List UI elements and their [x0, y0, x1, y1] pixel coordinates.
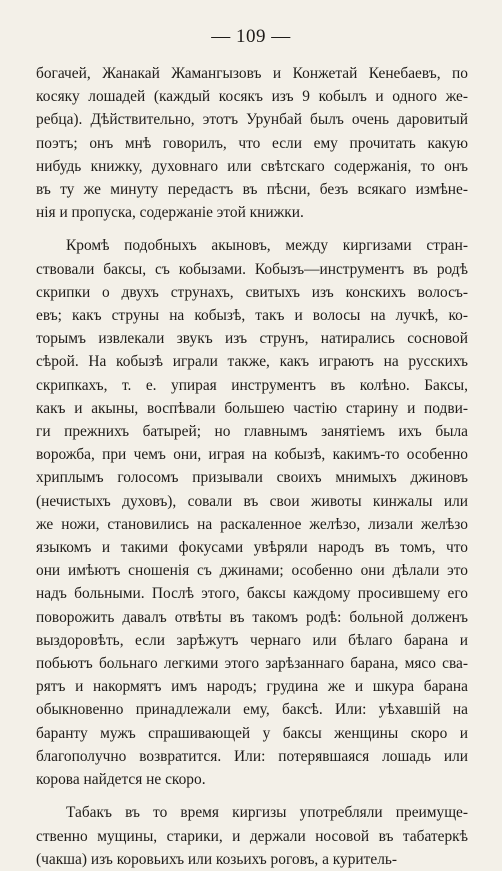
body-text	[36, 62, 468, 871]
text-line: въ ту же минуту передастъ въ пѣсни, безъ всякаго измѣне-	[36, 181, 468, 199]
text-line: рятъ и накормятъ имъ народъ; грудина же и шкура барана	[36, 678, 468, 696]
paragraph	[36, 234, 468, 791]
text-line: нибудь книжку, духовнаго или свѣтскаго содержанія, то онъ	[36, 157, 468, 175]
text-line: богачей, Жанакай Жамангызовъ и Конжетай Кенебаевъ, по	[36, 65, 468, 82]
text-line: торымъ извлекали звукъ изъ струнъ, натирались сосновой	[36, 330, 468, 348]
text-line: хриплымъ голосомъ призывали своихъ мнимыхъ джиновъ	[36, 469, 468, 487]
text-line: выздоровѣть, если зарѣжутъ чернаго или бѣлаго барана и	[36, 631, 468, 649]
text-line: поэтъ; онъ мнѣ говорилъ, что если ему прочитать какую	[36, 134, 468, 152]
text-line: ворожба, при чемъ они, играя на кобызѣ, какимъ-то особенно	[36, 446, 468, 464]
text-line: Табакъ въ то время киргизы употребляли преимуще-	[66, 804, 468, 822]
text-line: баранту мужъ спрашивающей у баксы женщины скоро и	[36, 724, 468, 742]
text-line: языкомъ и такими фокусами увѣряли народъ въ томъ, что	[36, 539, 468, 557]
text-line: евъ; какъ струны на кобызѣ, такъ и волосы на лучкѣ, ко-	[36, 307, 468, 325]
text-line: скрипки о двухъ струнахъ, свитыхъ изъ конскихъ волосъ-	[36, 283, 468, 301]
text-line: корова найдется не скоро.	[36, 771, 206, 789]
text-line: же ножи, становились на раскаленное желѣзо, лизали желѣзо	[36, 515, 468, 533]
text-line: ребца). Дѣйствительно, этотъ Урунбай былъ очень даровитый	[36, 111, 468, 129]
text-line: какъ и акыны, воспѣвали большею частію старину и подви-	[36, 399, 468, 417]
text-line: ственно мущины, старики, и держали носовой въ табатеркѣ	[36, 827, 468, 845]
text-line: надъ больными. Послѣ этого, баксы каждому просившему его	[36, 585, 468, 603]
text-line: ги прежнихъ батырей; но главнымъ занятіемъ ихъ была	[36, 423, 468, 441]
text-line: благополучно возвратится. Или: потерявшаяся лошадь или	[36, 747, 468, 765]
text-line: (чакша) изъ коровьихъ или козьихъ роговъ, а куритель-	[36, 850, 398, 868]
text-line: косяку лошадей (каждый косякъ изъ 9 кобылъ и одного же-	[36, 88, 468, 106]
text-line: (нечистыхъ духовъ), совали въ свои животы кинжалы или	[36, 492, 468, 510]
text-line: скрипкахъ, т. е. упирая инструментъ въ колѣно. Баксы,	[36, 376, 468, 394]
text-line: нія и пропуска, содержаніе этой книжки.	[36, 204, 304, 222]
text-line: ствовали баксы, съ кобызами. Кобызъ—инструментъ въ родѣ	[36, 260, 468, 278]
paragraph-gap	[36, 224, 468, 234]
text-line: сѣрой. На кобызѣ играли также, какъ играютъ на русскихъ	[36, 353, 468, 371]
text-line: поворожить давалъ отвѣты въ такомъ родѣ: больной долженъ	[36, 608, 468, 626]
page-number: — 109 —	[211, 26, 291, 47]
paragraph	[36, 801, 468, 871]
paragraph	[36, 62, 468, 224]
text-line: побьютъ больнаго легкими этого зарѣзаннаго барана, мясо сва-	[36, 655, 468, 673]
text-line: Кромѣ подобныхъ акыновъ, между киргизами стран-	[66, 237, 468, 255]
text-line: они имѣютъ сношенія съ джинами; особенно они дѣлали это	[36, 562, 468, 580]
text-line: обыкновенно принадлежали ему, баксѣ. Или: уѣхавшій на	[36, 701, 468, 719]
